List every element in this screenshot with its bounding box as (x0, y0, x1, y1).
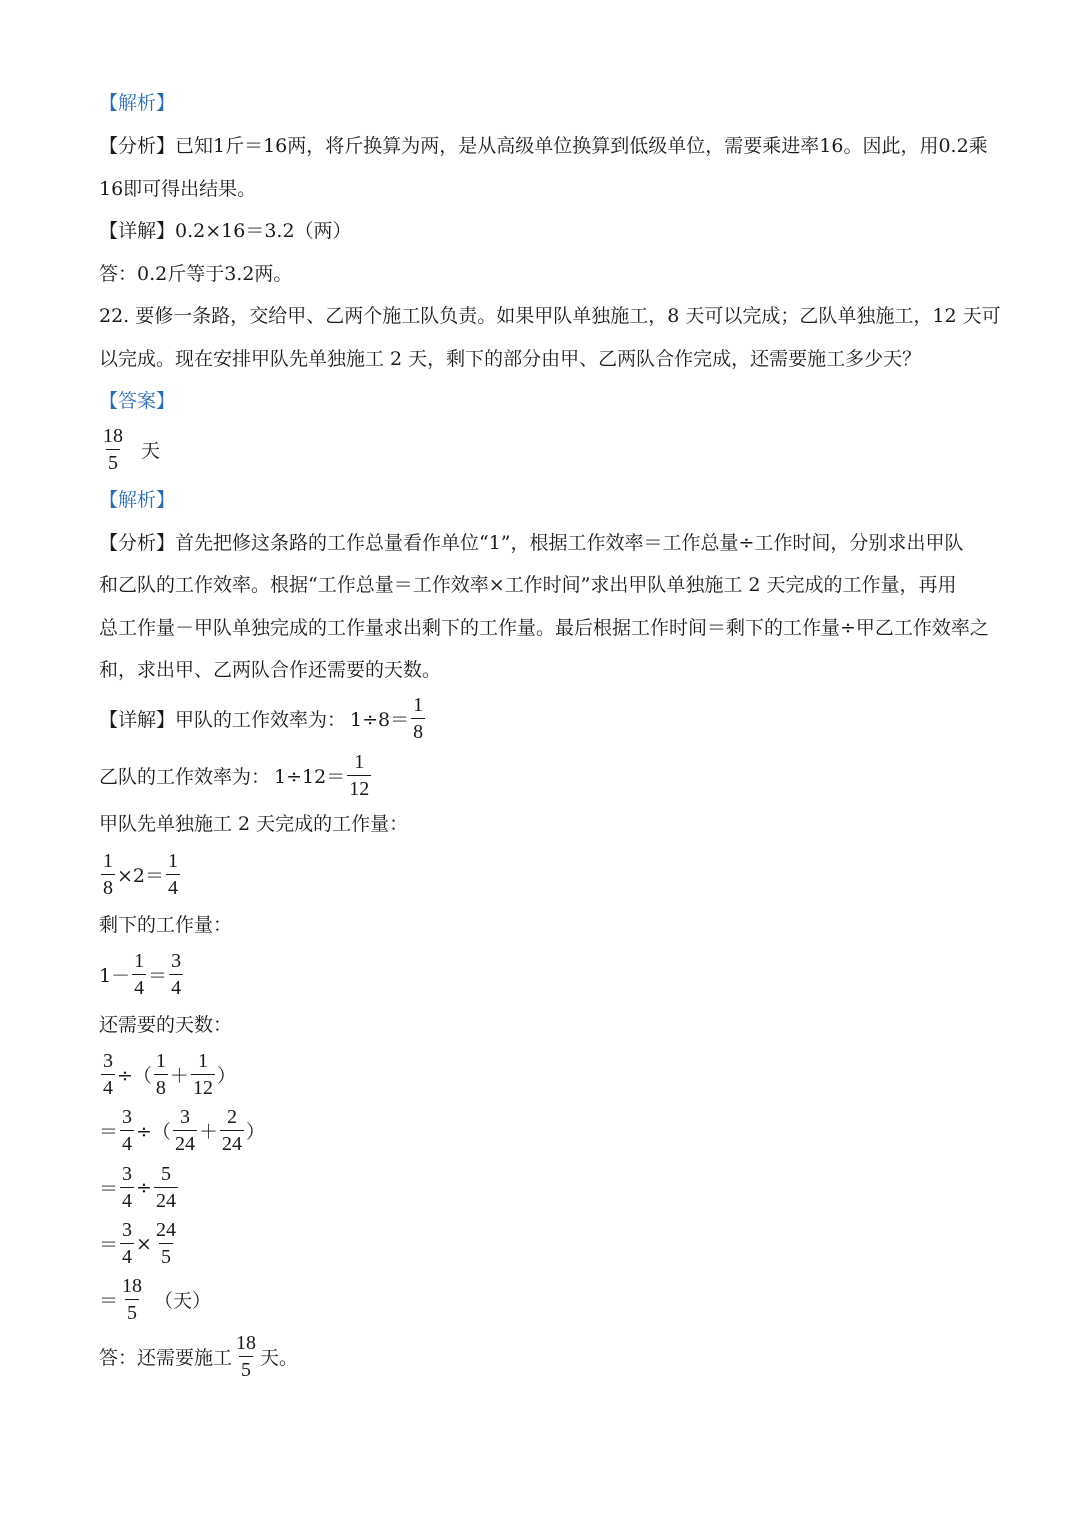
detail-step-2: ＝ $\frac{3}{4}$ ÷（ $\frac{3}{24}$ ＋ $\frac{2}{24}$ ） (99, 1106, 265, 1155)
question-22-line1: 22. 要修一条路，交给甲、乙两个施工队负责。如果甲队单独施工，8 天可以完成；乙队单独施工，12 天可 (99, 305, 1001, 327)
analysis22-line1: 【分析】首先把修这条路的工作总量看作单位“1”，根据工作效率＝工作总量÷工作时间，分别求出甲队 (99, 532, 964, 554)
detail-step-4: ＝ $\frac{3}{4}$ × $\frac{24}{5}$ (99, 1219, 176, 1268)
fraction: $\frac{1}{8}$ (413, 694, 424, 743)
detail-step-3: ＝ $\frac{3}{4}$ ÷ $\frac{5}{24}$ (99, 1163, 176, 1212)
final-answer: 答：还需要施工 $\frac{18}{5}$ 天。 (99, 1332, 299, 1381)
question-22-line2: 以完成。现在安排甲队先单独施工 2 天，剩下的部分由甲、乙两队合作完成，还需要施工多少天？ (99, 348, 922, 370)
analysis22-line3: 总工作量－甲队单独完成的工作量求出剩下的工作量。最后根据工作时间＝剩下的工作量÷甲乙工作效率之 (99, 617, 989, 639)
answer-fraction: $\frac{18}{5}$ (103, 425, 123, 474)
detail-yi-efficiency: 乙队的工作效率为： 1÷12＝ $\frac{1}{12}$ (99, 751, 370, 800)
fraction: $\frac{1}{12}$ (349, 751, 370, 800)
analysis-paragraph-line2: 16即可得出结果。 (99, 178, 257, 200)
detail-jia-efficiency: 【详解】甲队的工作效率为： 1÷8＝ $\frac{1}{8}$ (99, 694, 424, 743)
detail-first2-expression: $\frac{1}{8}$ ×2＝ $\frac{1}{4}$ (103, 850, 179, 899)
detail-step-5: ＝ $\frac{18}{5}$ （天） (99, 1275, 212, 1324)
section-tag-jiexi: 【解析】 (99, 92, 176, 114)
answer-sentence: 答：0.2斤等于3.2两。 (99, 263, 293, 285)
detail-rest-label: 剩下的工作量： (99, 914, 233, 936)
section-tag-jiexi-22: 【解析】 (99, 489, 176, 511)
detail-rest-expression: 1－ $\frac{1}{4}$ ＝ $\frac{3}{4}$ (99, 950, 182, 999)
detail-first2-label: 甲队先单独施工 2 天完成的工作量： (99, 813, 409, 835)
answer-unit: 天 (141, 440, 161, 462)
detail-need-label: 还需要的天数： (99, 1014, 233, 1036)
detail-step-1: $\frac{3}{4}$ ÷（ $\frac{1}{8}$ ＋ $\frac{1}{12}$ ） (103, 1050, 236, 1099)
analysis22-line4: 和，求出甲、乙两队合作还需要的天数。 (99, 659, 442, 681)
answer-value (99, 424, 160, 475)
analysis22-line2: 和乙队的工作效率。根据“工作总量＝工作效率×工作时间”求出甲队单独施工 2 天完成的工作量，再用 (99, 574, 957, 596)
section-tag-answer: 【答案】 (99, 390, 176, 412)
analysis-paragraph-line1: 【分析】已知1斤＝16两，将斤换算为两，是从高级单位换算到低级单位，需要乘进率16。因此，用0.2乘 (99, 135, 988, 157)
detail-calculation: 【详解】0.2×16＝3.2（两） (99, 220, 352, 242)
